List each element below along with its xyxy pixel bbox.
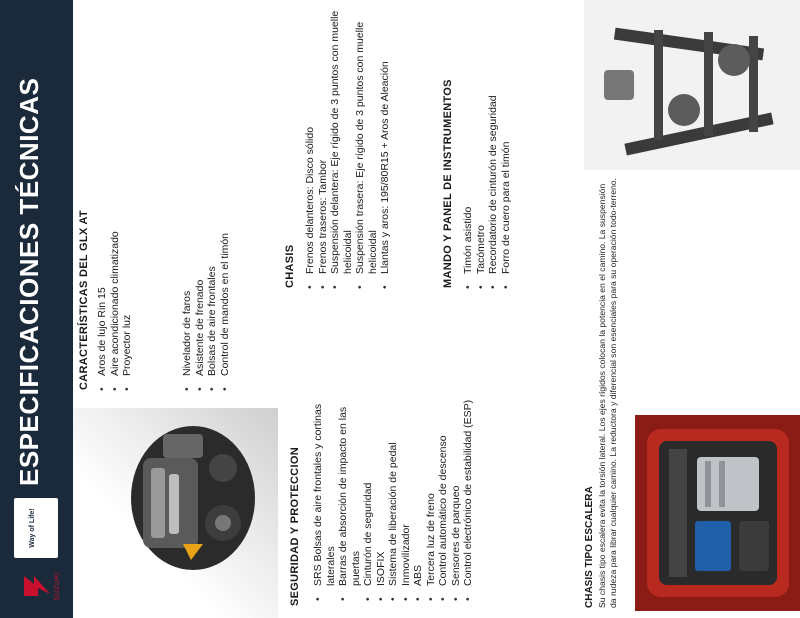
list-item: • SRS Bolsas de aire frontales y cortinas laterales [312, 375, 337, 590]
list-item: • Timón asistido [462, 0, 475, 278]
list-item: • Tacómetro [475, 0, 488, 278]
caracteristicas-title: CARACTERÍSTICAS DEL GLX AT [78, 210, 90, 390]
list-item: • Aire acondicionado climatizado [109, 0, 122, 380]
page-title: ESPECIFICACIONES TÉCNICAS [14, 77, 44, 486]
list-item: • Proyector luz [121, 0, 134, 380]
list-item: • Llantas y aros: 195/80R15 + Aros de Aleación [379, 0, 392, 278]
mando-title: MANDO Y PANEL DE INSTRUMENTOS [442, 79, 454, 288]
list-item: • Suspensión trasera: Eje rígido de 3 puntos con muelle helicoidal [354, 0, 379, 278]
list-item: • Bolsas de aire frontales [206, 0, 219, 380]
engine-image [73, 408, 278, 618]
list-item: • Forro de cuero para el timón [500, 0, 513, 278]
list-item: • Sistema de liberación de pedal [387, 375, 400, 590]
slogan-text: Way of Life! [29, 508, 36, 548]
caracteristicas-list-1 [96, 0, 134, 392]
list-item: • Aros de lujo Rin 15 [96, 0, 109, 380]
list-item: • Frenos traseros: Tambor [317, 0, 330, 278]
suzuki-logo [20, 566, 54, 606]
list-item: • Barras de absorción de impacto en las puertas [337, 375, 362, 590]
list-item: • Nivelador de faros [181, 0, 194, 380]
brand-name: SUZUKI [54, 571, 61, 601]
mando-list [462, 0, 512, 290]
caracteristicas-list-2 [181, 0, 231, 392]
list-item: • Cinturón de seguridad [362, 375, 375, 590]
list-item: • Frenos delanteros: Disco sólido [304, 0, 317, 278]
cargo-area-image [635, 415, 800, 611]
list-item: • Control de mandos en el timón [219, 0, 232, 380]
list-item: • Suspensión delantera: Eje rígido de 3 puntos con muelle helicoidal [329, 0, 354, 278]
seguridad-list [312, 375, 475, 602]
list-item: • Control electrónico de estabilidad (ESP) [462, 375, 475, 590]
list-item: • Control automático de descenso [437, 375, 450, 590]
chasis-escalera-title: CHASIS TIPO ESCALERA [584, 486, 595, 608]
slogan-badge [14, 498, 58, 558]
chasis-escalera-text: Su chasis tipo escalera evita la torsión lateral. Los ejes rígidos colocan la potencia en el camino. La suspensión da rudeza para librar cualquier camino. La reductora y diferencial son esenciales para su operación todo-terreno. [597, 178, 618, 608]
list-item: • Sensores de parqueo [450, 375, 463, 590]
chasis-title: CHASIS [284, 244, 296, 288]
ladder-frame-image [584, 0, 800, 170]
chasis-list [304, 0, 392, 290]
list-item: • ABS [412, 375, 425, 590]
list-item: • Recordatorio de cinturón de seguridad [487, 0, 500, 278]
list-item: • ISOFIX [375, 375, 388, 590]
header-bar [0, 0, 73, 618]
seguridad-title: SEGURIDAD Y PROTECCION [289, 447, 301, 606]
list-item: • Inmovilizador [400, 375, 413, 590]
list-item: • Asistente de frenado [194, 0, 207, 380]
list-item: • Tercera luz de freno [425, 375, 438, 590]
